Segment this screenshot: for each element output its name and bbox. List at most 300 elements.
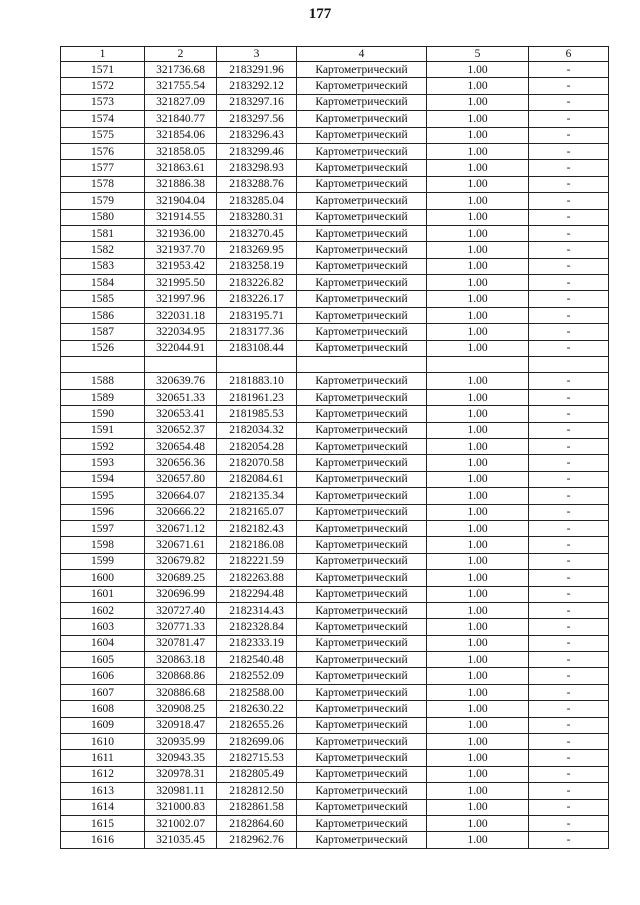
table-cell-col-3: 2181883.10 bbox=[217, 373, 297, 389]
table-cell-col-3: 2182655.26 bbox=[217, 717, 297, 733]
table-row bbox=[61, 750, 609, 766]
table-cell-col-4: Картометрический bbox=[297, 602, 427, 618]
table-cell-col-3: 2183269.95 bbox=[217, 242, 297, 258]
table-cell-col-6: - bbox=[529, 258, 609, 274]
table-cell-col-3: 2183297.16 bbox=[217, 94, 297, 110]
table-cell-col-3: 2181961.23 bbox=[217, 389, 297, 405]
table-cell-col-6: - bbox=[529, 373, 609, 389]
table-cell-col-3: 2182314.43 bbox=[217, 602, 297, 618]
table-cell-col-3: 2183299.46 bbox=[217, 143, 297, 159]
table-cell-col-6: - bbox=[529, 832, 609, 848]
table-cell-col-2: 320781.47 bbox=[145, 635, 217, 651]
table-cell-col-6: - bbox=[529, 750, 609, 766]
table-cell-col-3: 2183298.93 bbox=[217, 160, 297, 176]
table-cell-col-1: 1603 bbox=[61, 619, 145, 635]
table-cell-col-1: 1607 bbox=[61, 684, 145, 700]
table-cell-col-4: Картометрический bbox=[297, 701, 427, 717]
table-cell-col-1: 1596 bbox=[61, 504, 145, 520]
table-cell-col-4: Картометрический bbox=[297, 520, 427, 536]
table-row bbox=[61, 258, 609, 274]
table-cell-col-5: 1.00 bbox=[427, 422, 529, 438]
table-cell-col-6: - bbox=[529, 635, 609, 651]
table-cell-col-2: 320696.99 bbox=[145, 586, 217, 602]
table-cell-col-4: Картометрический bbox=[297, 422, 427, 438]
table-cell-col-4: Картометрический bbox=[297, 471, 427, 487]
table-cell-col-6: - bbox=[529, 307, 609, 323]
table-cell-col-1: 1590 bbox=[61, 406, 145, 422]
table-row bbox=[61, 225, 609, 241]
table-row bbox=[61, 357, 609, 373]
table-cell-col-1: 1608 bbox=[61, 701, 145, 717]
table-cell-col-1: 1591 bbox=[61, 422, 145, 438]
table-cell-col-6: - bbox=[529, 652, 609, 668]
column-header-1: 1 bbox=[61, 47, 145, 62]
table-cell-col-1: 1601 bbox=[61, 586, 145, 602]
table-cell-col-3: 2182034.32 bbox=[217, 422, 297, 438]
table-cell-col-3: 2183195.71 bbox=[217, 307, 297, 323]
table-cell-col-1: 1583 bbox=[61, 258, 145, 274]
table-cell-col-6: - bbox=[529, 176, 609, 192]
table-cell-col-4: Картометрический bbox=[297, 668, 427, 684]
table-cell-col-1: 1572 bbox=[61, 78, 145, 94]
table-cell-col-5: 1.00 bbox=[427, 389, 529, 405]
table-cell-col-1: 1573 bbox=[61, 94, 145, 110]
table-cell-col-1: 1577 bbox=[61, 160, 145, 176]
table-cell-col-2: 321953.42 bbox=[145, 258, 217, 274]
table-cell-col-2: 320652.37 bbox=[145, 422, 217, 438]
table-row bbox=[61, 373, 609, 389]
column-header-4: 4 bbox=[297, 47, 427, 62]
table-row bbox=[61, 275, 609, 291]
table-cell-col-6: - bbox=[529, 520, 609, 536]
table-cell-col-4: Картометрический bbox=[297, 455, 427, 471]
table-cell-col-5: 1.00 bbox=[427, 258, 529, 274]
table-cell-col-4: Картометрический bbox=[297, 570, 427, 586]
table-cell-col-4: Картометрический bbox=[297, 307, 427, 323]
table-cell-col-3: 2183288.76 bbox=[217, 176, 297, 192]
table-cell-col-2: 321854.06 bbox=[145, 127, 217, 143]
table-row bbox=[61, 652, 609, 668]
table-cell-col-4: Картометрический bbox=[297, 553, 427, 569]
table-cell-col-2: 320908.25 bbox=[145, 701, 217, 717]
table-row bbox=[61, 635, 609, 651]
table-cell-col-4: Картометрический bbox=[297, 389, 427, 405]
table-cell-col-6: - bbox=[529, 324, 609, 340]
table-cell-col-4: Картометрический bbox=[297, 504, 427, 520]
table-cell-col-2: 320935.99 bbox=[145, 734, 217, 750]
table-cell-col-2: 320653.41 bbox=[145, 406, 217, 422]
table-row bbox=[61, 307, 609, 323]
table-cell-col-2: 321936.00 bbox=[145, 225, 217, 241]
table-cell-col-5: 1.00 bbox=[427, 94, 529, 110]
table-cell-col-6: - bbox=[529, 275, 609, 291]
table-header bbox=[61, 47, 609, 62]
table-row bbox=[61, 586, 609, 602]
table-cell-col-6: - bbox=[529, 815, 609, 831]
coordinates-table bbox=[60, 46, 609, 849]
table-row bbox=[61, 324, 609, 340]
table-cell-col-1: 1582 bbox=[61, 242, 145, 258]
table-row bbox=[61, 291, 609, 307]
table-cell-col-6: - bbox=[529, 160, 609, 176]
table-cell-col-1: 1587 bbox=[61, 324, 145, 340]
table-cell-col-5: 1.00 bbox=[427, 750, 529, 766]
table-row bbox=[61, 176, 609, 192]
table-cell-col-1: 1597 bbox=[61, 520, 145, 536]
table-cell-col-5: 1.00 bbox=[427, 520, 529, 536]
table-cell-col-5: 1.00 bbox=[427, 406, 529, 422]
table-cell-col-1: 1593 bbox=[61, 455, 145, 471]
table-row bbox=[61, 340, 609, 356]
table-cell-col-2: 320863.18 bbox=[145, 652, 217, 668]
table-cell-col-2: 321000.83 bbox=[145, 799, 217, 815]
table-cell-col-2: 320886.68 bbox=[145, 684, 217, 700]
table-cell-col-5: 1.00 bbox=[427, 586, 529, 602]
table-row bbox=[61, 406, 609, 422]
table-row bbox=[61, 193, 609, 209]
table-cell-col-5: 1.00 bbox=[427, 291, 529, 307]
table-cell-col-2: 321863.61 bbox=[145, 160, 217, 176]
table-cell-col-2: 320671.61 bbox=[145, 537, 217, 553]
table-cell-col-5: 1.00 bbox=[427, 734, 529, 750]
table-row bbox=[61, 111, 609, 127]
table-row bbox=[61, 570, 609, 586]
table-cell-col-2: 321904.04 bbox=[145, 193, 217, 209]
table-cell-col-4: Картометрический bbox=[297, 111, 427, 127]
table-cell-col-6: - bbox=[529, 553, 609, 569]
table-cell-col-4: Картометрический bbox=[297, 537, 427, 553]
table-cell-col-3: 2182182.43 bbox=[217, 520, 297, 536]
table-cell-col-2: 320727.40 bbox=[145, 602, 217, 618]
table-cell-col-6 bbox=[529, 357, 609, 373]
table-cell-col-2: 320639.76 bbox=[145, 373, 217, 389]
table-cell-col-2: 320918.47 bbox=[145, 717, 217, 733]
table-cell-col-1: 1600 bbox=[61, 570, 145, 586]
table-cell-col-6: - bbox=[529, 340, 609, 356]
table-cell-col-5: 1.00 bbox=[427, 143, 529, 159]
table-cell-col-3: 2182540.48 bbox=[217, 652, 297, 668]
table-cell-col-6: - bbox=[529, 94, 609, 110]
table-cell-col-3: 2182333.19 bbox=[217, 635, 297, 651]
table-cell-col-6: - bbox=[529, 422, 609, 438]
table-cell-col-6: - bbox=[529, 602, 609, 618]
table-row bbox=[61, 619, 609, 635]
table-cell-col-2: 320656.36 bbox=[145, 455, 217, 471]
table-cell-col-2: 320868.86 bbox=[145, 668, 217, 684]
table-cell-col-5: 1.00 bbox=[427, 62, 529, 78]
table-cell-col-4: Картометрический bbox=[297, 193, 427, 209]
table-cell-col-1: 1581 bbox=[61, 225, 145, 241]
table-row bbox=[61, 62, 609, 78]
table-cell-col-3: 2182588.00 bbox=[217, 684, 297, 700]
table-cell-col-4: Картометрический bbox=[297, 176, 427, 192]
table-cell-col-4: Картометрический bbox=[297, 684, 427, 700]
table-cell-col-3: 2182962.76 bbox=[217, 832, 297, 848]
table-cell-col-5: 1.00 bbox=[427, 799, 529, 815]
table-cell-col-3: 2181985.53 bbox=[217, 406, 297, 422]
table-cell-col-5: 1.00 bbox=[427, 209, 529, 225]
table-cell-col-5: 1.00 bbox=[427, 242, 529, 258]
table-cell-col-6: - bbox=[529, 799, 609, 815]
table-row bbox=[61, 520, 609, 536]
table-cell-col-5: 1.00 bbox=[427, 619, 529, 635]
table-cell-col-4: Картометрический bbox=[297, 488, 427, 504]
table-cell-col-5: 1.00 bbox=[427, 488, 529, 504]
table-cell-col-3: 2183291.96 bbox=[217, 62, 297, 78]
table-cell-col-2: 320943.35 bbox=[145, 750, 217, 766]
table-cell-col-2: 320689.25 bbox=[145, 570, 217, 586]
table-row bbox=[61, 455, 609, 471]
table-cell-col-2: 320981.11 bbox=[145, 783, 217, 799]
table-cell-col-1: 1578 bbox=[61, 176, 145, 192]
table-cell-col-4: Картометрический bbox=[297, 143, 427, 159]
table-cell-col-3: 2182699.06 bbox=[217, 734, 297, 750]
table-cell-col-5: 1.00 bbox=[427, 176, 529, 192]
table-cell-col-1: 1612 bbox=[61, 766, 145, 782]
table-cell-col-1 bbox=[61, 357, 145, 373]
table-cell-col-4: Картометрический bbox=[297, 225, 427, 241]
table-cell-col-5: 1.00 bbox=[427, 225, 529, 241]
table-cell-col-4: Картометрический bbox=[297, 734, 427, 750]
table-cell-col-6: - bbox=[529, 537, 609, 553]
table-cell-col-6: - bbox=[529, 783, 609, 799]
table-row bbox=[61, 160, 609, 176]
table-cell-col-3: 2182861.58 bbox=[217, 799, 297, 815]
table-cell-col-1: 1585 bbox=[61, 291, 145, 307]
table-cell-col-2: 320654.48 bbox=[145, 438, 217, 454]
table-cell-col-1: 1592 bbox=[61, 438, 145, 454]
table-cell-col-6: - bbox=[529, 291, 609, 307]
table-cell-col-2: 321995.50 bbox=[145, 275, 217, 291]
table-cell-col-4: Картометрический bbox=[297, 717, 427, 733]
table-cell-col-3: 2182864.60 bbox=[217, 815, 297, 831]
table-cell-col-5: 1.00 bbox=[427, 307, 529, 323]
table-cell-col-3: 2182812.50 bbox=[217, 783, 297, 799]
table-cell-col-5: 1.00 bbox=[427, 537, 529, 553]
table-row bbox=[61, 553, 609, 569]
table-cell-col-1: 1605 bbox=[61, 652, 145, 668]
table-cell-col-3: 2182070.58 bbox=[217, 455, 297, 471]
table-cell-col-3: 2183177.36 bbox=[217, 324, 297, 340]
table-cell-col-6: - bbox=[529, 406, 609, 422]
table-cell-col-3: 2182630.22 bbox=[217, 701, 297, 717]
table-cell-col-5: 1.00 bbox=[427, 160, 529, 176]
table-cell-col-4: Картометрический bbox=[297, 242, 427, 258]
table-cell-col-5: 1.00 bbox=[427, 504, 529, 520]
table-cell-col-6: - bbox=[529, 488, 609, 504]
table-cell-col-2: 321886.38 bbox=[145, 176, 217, 192]
table-cell-col-5: 1.00 bbox=[427, 78, 529, 94]
table-cell-col-2: 320671.12 bbox=[145, 520, 217, 536]
table-cell-col-5: 1.00 bbox=[427, 553, 529, 569]
table-row bbox=[61, 143, 609, 159]
table-cell-col-5: 1.00 bbox=[427, 783, 529, 799]
table-cell-col-1: 1594 bbox=[61, 471, 145, 487]
table-row bbox=[61, 832, 609, 848]
table-cell-col-5: 1.00 bbox=[427, 602, 529, 618]
table-cell-col-5: 1.00 bbox=[427, 373, 529, 389]
table-cell-col-1: 1579 bbox=[61, 193, 145, 209]
table-cell-col-2: 322044.91 bbox=[145, 340, 217, 356]
table-cell-col-3: 2183280.31 bbox=[217, 209, 297, 225]
table-cell-col-5: 1.00 bbox=[427, 193, 529, 209]
table-cell-col-3: 2182328.84 bbox=[217, 619, 297, 635]
table-cell-col-2: 320771.33 bbox=[145, 619, 217, 635]
table-cell-col-2: 320651.33 bbox=[145, 389, 217, 405]
table-cell-col-2: 321858.05 bbox=[145, 143, 217, 159]
table-cell-col-3: 2182552.09 bbox=[217, 668, 297, 684]
table-cell-col-4: Картометрический bbox=[297, 258, 427, 274]
table-cell-col-2: 320978.31 bbox=[145, 766, 217, 782]
table-cell-col-3: 2183292.12 bbox=[217, 78, 297, 94]
table-row bbox=[61, 799, 609, 815]
table-cell-col-3: 2182054.28 bbox=[217, 438, 297, 454]
table-cell-col-5: 1.00 bbox=[427, 668, 529, 684]
table-row bbox=[61, 488, 609, 504]
table-cell-col-6: - bbox=[529, 619, 609, 635]
table-cell-col-1: 1599 bbox=[61, 553, 145, 569]
table-row bbox=[61, 504, 609, 520]
table-cell-col-3: 2182715.53 bbox=[217, 750, 297, 766]
table-cell-col-5: 1.00 bbox=[427, 324, 529, 340]
table-cell-col-1: 1609 bbox=[61, 717, 145, 733]
column-header-2: 2 bbox=[145, 47, 217, 62]
table-cell-col-1: 1606 bbox=[61, 668, 145, 684]
table-cell-col-6: - bbox=[529, 127, 609, 143]
table-cell-col-4: Картометрический bbox=[297, 783, 427, 799]
table-cell-col-5: 1.00 bbox=[427, 832, 529, 848]
table-cell-col-4: Картометрический bbox=[297, 373, 427, 389]
table-cell-col-4: Картометрический bbox=[297, 799, 427, 815]
table-row bbox=[61, 602, 609, 618]
table-cell-col-3: 2183108.44 bbox=[217, 340, 297, 356]
table-cell-col-2: 321827.09 bbox=[145, 94, 217, 110]
table-row bbox=[61, 242, 609, 258]
table-cell-col-6: - bbox=[529, 78, 609, 94]
table-cell-col-5: 1.00 bbox=[427, 455, 529, 471]
table-cell-col-1: 1611 bbox=[61, 750, 145, 766]
table-cell-col-3: 2182084.61 bbox=[217, 471, 297, 487]
table-cell-col-4: Картометрический bbox=[297, 275, 427, 291]
table-cell-col-4: Картометрический bbox=[297, 619, 427, 635]
table-cell-col-4: Картометрический bbox=[297, 324, 427, 340]
table-cell-col-1: 1580 bbox=[61, 209, 145, 225]
column-header-6: 6 bbox=[529, 47, 609, 62]
table-cell-col-1: 1613 bbox=[61, 783, 145, 799]
table-cell-col-1: 1604 bbox=[61, 635, 145, 651]
table-cell-col-2: 321914.55 bbox=[145, 209, 217, 225]
table-cell-col-3: 2182263.88 bbox=[217, 570, 297, 586]
table-cell-col-1: 1589 bbox=[61, 389, 145, 405]
table-cell-col-5: 1.00 bbox=[427, 766, 529, 782]
table-row bbox=[61, 701, 609, 717]
table-cell-col-6: - bbox=[529, 193, 609, 209]
table-cell-col-1: 1575 bbox=[61, 127, 145, 143]
table-cell-col-2: 322031.18 bbox=[145, 307, 217, 323]
table-cell-col-4: Картометрический bbox=[297, 832, 427, 848]
table-cell-col-5: 1.00 bbox=[427, 275, 529, 291]
table-row bbox=[61, 127, 609, 143]
table-cell-col-6: - bbox=[529, 242, 609, 258]
table-cell-col-6: - bbox=[529, 717, 609, 733]
table-cell-col-3: 2182135.34 bbox=[217, 488, 297, 504]
table-cell-col-1: 1576 bbox=[61, 143, 145, 159]
table-cell-col-5: 1.00 bbox=[427, 471, 529, 487]
table-cell-col-6: - bbox=[529, 143, 609, 159]
table-cell-col-6: - bbox=[529, 570, 609, 586]
table-cell-col-3: 2183285.04 bbox=[217, 193, 297, 209]
table-row bbox=[61, 471, 609, 487]
table-cell-col-1: 1602 bbox=[61, 602, 145, 618]
column-header-5: 5 bbox=[427, 47, 529, 62]
table-cell-col-2: 322034.95 bbox=[145, 324, 217, 340]
table-cell-col-4: Картометрический bbox=[297, 815, 427, 831]
table-cell-col-4: Картометрический bbox=[297, 209, 427, 225]
table-cell-col-3: 2183226.82 bbox=[217, 275, 297, 291]
table-body bbox=[61, 62, 609, 849]
table-cell-col-6: - bbox=[529, 438, 609, 454]
table-cell-col-5: 1.00 bbox=[427, 717, 529, 733]
table-cell-col-6: - bbox=[529, 62, 609, 78]
table-cell-col-1: 1595 bbox=[61, 488, 145, 504]
table-cell-col-3: 2183270.45 bbox=[217, 225, 297, 241]
table-cell-col-3: 2182186.08 bbox=[217, 537, 297, 553]
table-cell-col-5: 1.00 bbox=[427, 438, 529, 454]
table-cell-col-4: Картометрический bbox=[297, 586, 427, 602]
table-cell-col-1: 1584 bbox=[61, 275, 145, 291]
table-cell-col-1: 1586 bbox=[61, 307, 145, 323]
table-cell-col-1: 1526 bbox=[61, 340, 145, 356]
table-cell-col-5: 1.00 bbox=[427, 635, 529, 651]
table-cell-col-4: Картометрический bbox=[297, 78, 427, 94]
table-cell-col-5: 1.00 bbox=[427, 701, 529, 717]
table-cell-col-3: 2182165.07 bbox=[217, 504, 297, 520]
table-cell-col-6: - bbox=[529, 586, 609, 602]
table-cell-col-5: 1.00 bbox=[427, 570, 529, 586]
table-cell-col-1: 1574 bbox=[61, 111, 145, 127]
table-cell-col-6: - bbox=[529, 471, 609, 487]
table-row bbox=[61, 94, 609, 110]
table-cell-col-1: 1615 bbox=[61, 815, 145, 831]
table-row bbox=[61, 209, 609, 225]
table-cell-col-5 bbox=[427, 357, 529, 373]
table-row bbox=[61, 734, 609, 750]
table-cell-col-4: Картометрический bbox=[297, 652, 427, 668]
table-cell-col-2: 321035.45 bbox=[145, 832, 217, 848]
table-cell-col-3: 2182805.49 bbox=[217, 766, 297, 782]
table-cell-col-4: Картометрический bbox=[297, 635, 427, 651]
table-cell-col-4: Картометрический bbox=[297, 406, 427, 422]
table-cell-col-6: - bbox=[529, 668, 609, 684]
table-cell-col-6: - bbox=[529, 684, 609, 700]
table-cell-col-2: 321736.68 bbox=[145, 62, 217, 78]
table-cell-col-4: Картометрический bbox=[297, 127, 427, 143]
table-cell-col-6: - bbox=[529, 766, 609, 782]
table-cell-col-4: Картометрический bbox=[297, 291, 427, 307]
table-row bbox=[61, 783, 609, 799]
column-header-3: 3 bbox=[217, 47, 297, 62]
table-row bbox=[61, 389, 609, 405]
table-cell-col-6: - bbox=[529, 455, 609, 471]
table-cell-col-1: 1598 bbox=[61, 537, 145, 553]
table-cell-col-5: 1.00 bbox=[427, 127, 529, 143]
table-cell-col-3: 2182221.59 bbox=[217, 553, 297, 569]
table-cell-col-3: 2183297.56 bbox=[217, 111, 297, 127]
table-cell-col-4: Картометрический bbox=[297, 750, 427, 766]
table-row bbox=[61, 422, 609, 438]
table-cell-col-2: 320664.07 bbox=[145, 488, 217, 504]
table-cell-col-2: 321937.70 bbox=[145, 242, 217, 258]
